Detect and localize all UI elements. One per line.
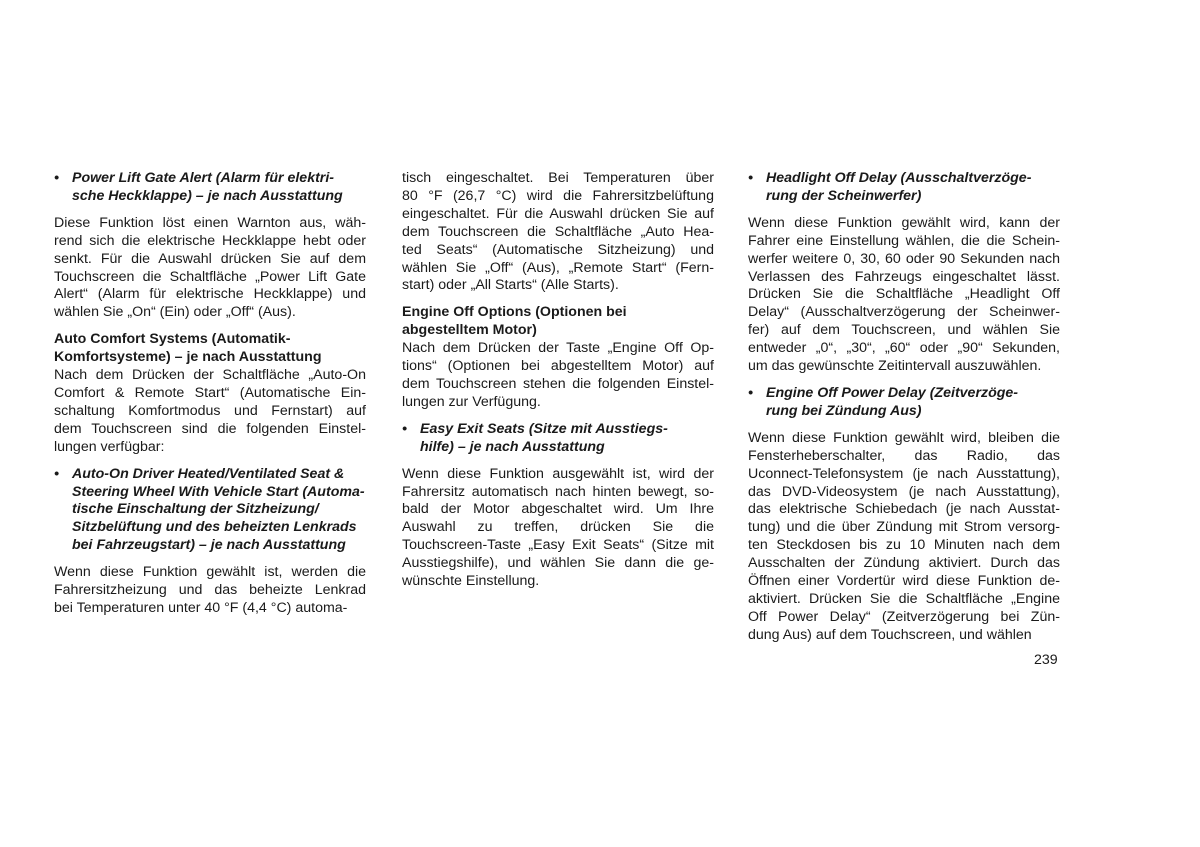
column-right (748, 170, 1060, 654)
text-line: ted Seats“ (Automatische Sitzheizung) und (402, 241, 714, 258)
text-line: Fahrersitz automatisch nach hinten bewegt, so- (402, 483, 714, 500)
text-line: Off Power Delay“ (Zeitverzögerung bei Zün- (748, 608, 1060, 625)
paragraph-headlight-off-delay (748, 215, 1060, 376)
heading-line: • Auto-On Driver Heated/Ventilated Seat & (54, 465, 345, 482)
text-line: Verlassen des Fahrzeugs eingeschaltet lässt. (748, 268, 1060, 285)
bullet-icon: • (54, 465, 59, 482)
bullet-icon: • (54, 170, 59, 186)
text-line: bei Temperaturen unter 40 °F (4,4 °C) automa- (54, 599, 348, 616)
text-line: tions“ (Optionen bei abgestelltem Motor) auf (402, 358, 714, 375)
section-heading-auto-on-driver-heated-seat (54, 466, 366, 556)
text-line: Touchscreen die Schaltfläche „Power Lift Gate (54, 268, 366, 285)
column-left (54, 170, 366, 627)
text-line: tung) und die über Zündung mit Strom versorg- (748, 519, 1060, 536)
text-line: Alert“ (Alarm für elektrische Heckklappe) und (54, 286, 366, 303)
text-line: rend sich die elektrische Heckklappe hebt oder (54, 232, 366, 249)
section-heading-power-lift-gate-alert (54, 170, 366, 206)
text-line: Ausstiegshilfe), und wählen Sie dann die ge- (402, 555, 714, 572)
text-line: Fahrersitzheizung und das beheizte Lenkrad (54, 582, 366, 599)
section-heading-headlight-off-delay (748, 170, 1060, 206)
text-line: dem Touchscreen sind die folgenden Einstel- (54, 420, 366, 437)
text-line: entweder „0“, „30“, „60“ oder „90“ Sekunden, (748, 340, 1060, 357)
text-line: Diese Funktion löst einen Warnton aus, wäh- (54, 214, 366, 231)
heading-line: Sitzbelüftung und des beheizten Lenkrads (72, 519, 357, 536)
text-line: 80 °F (26,7 °C) wird die Fahrersitzbelüftung (402, 187, 714, 204)
text-line: wünschte Einstellung. (402, 573, 540, 590)
text-line: aktiviert. Drücken Sie die Schaltfläche „Engine (748, 590, 1060, 607)
text-line: Nach dem Drücken der Taste „Engine Off Op- (402, 340, 714, 357)
text-line: Ausschalten der Zündung aktiviert. Durch das (748, 555, 1061, 572)
heading-line: Steering Wheel With Vehicle Start (Automa- (72, 483, 365, 500)
bullet-icon: • (748, 170, 753, 186)
heading-line: • Engine Off Power Delay (Zeitverzöge- (748, 384, 1019, 401)
text-line: wählen Sie „On“ (Ein) oder „Off“ (Aus). (54, 304, 296, 321)
heading-line: sche Heckklappe) – je nach Ausstattung (72, 187, 343, 204)
text-line: um das gewünschte Zeitintervall auszuwählen. (748, 358, 1042, 375)
text-line: Wenn diese Funktion gewählt wird, bleiben die (748, 429, 1061, 446)
heading-line: hilfe) – je nach Ausstattung (420, 438, 605, 455)
bullet-icon: • (748, 384, 753, 401)
heading-line: • Headlight Off Delay (Ausschaltverzöge- (748, 170, 1032, 186)
text-line: dem Touchscreen stehen die folgenden Einstel- (402, 375, 715, 392)
heading-line: tische Einschaltung der Sitzheizung/ (72, 501, 319, 518)
heading-line: Auto Comfort Systems (Automatik- (54, 331, 291, 348)
text-line: Wenn diese Funktion ausgewählt ist, wird der (402, 465, 714, 482)
text-line: Drücken Sie die Schaltfläche „Headlight Off (748, 286, 1060, 303)
heading-line: rung bei Zündung Aus) (766, 402, 922, 419)
text-line: bald der Motor abgeschaltet wird. Um Ihre (402, 501, 714, 518)
text-line: schaltung Komfortmodus und Fernstart) auf (54, 402, 366, 419)
text-line: Touchscreen-Taste „Easy Exit Seats“ (Sitze mit (402, 537, 714, 554)
heading-line: Engine Off Options (Optionen bei (402, 304, 627, 321)
text-line: senkt. Für die Auswahl drücken Sie auf dem (54, 250, 367, 267)
text-line: tisch eingeschaltet. Bei Temperaturen über (402, 170, 714, 186)
heading-line: rung der Scheinwerfer) (766, 187, 922, 204)
text-line: lungen verfügbar: (54, 438, 165, 455)
page-number: 239 (1034, 652, 1058, 668)
text-line: dung Aus) auf dem Touchscreen, und wählen (748, 626, 1032, 643)
section-heading-engine-off-power-delay (748, 385, 1060, 421)
paragraph-auto-heated-seats-continued (402, 170, 714, 295)
text-line: Uconnect-Telefonsystem (je nach Ausstattung), (748, 465, 1060, 482)
text-line: wählen Sie „Off“ (Aus), „Remote Start“ (Fern- (402, 259, 714, 276)
heading-line: bei Fahrzeugstart) – je nach Ausstattung (72, 537, 346, 554)
heading-line: abgestelltem Motor) (402, 322, 537, 339)
text-line: Wenn diese Funktion gewählt wird, kann der (748, 214, 1060, 231)
text-line: das elektrische Schiebedach (je nach Ausstat- (748, 501, 1060, 518)
text-line: werfer weitere 0, 30, 60 oder 90 Sekunden nach (748, 250, 1060, 267)
text-line: eingeschaltet. Für die Auswahl drücken Sie auf (402, 205, 714, 222)
text-line: das DVD-Videosystem (je nach Ausstattung), (748, 483, 1060, 500)
paragraph-auto-comfort-systems (54, 367, 366, 457)
text-line: Öffnen einer Vordertür wird diese Funktion de- (748, 573, 1060, 590)
text-line: Wenn diese Funktion gewählt ist, werden die (54, 564, 367, 581)
text-line: Fensterheberschalter, das Radio, das (748, 447, 1061, 464)
paragraph-engine-off-options (402, 340, 714, 412)
text-line: start) oder „All Starts“ (Alle Starts). (402, 277, 619, 294)
section-heading-easy-exit-seats (402, 421, 714, 457)
paragraph-auto-on-driver-heated-seat (54, 564, 366, 618)
text-line: Nach dem Drücken der Schaltfläche „Auto-On (54, 367, 366, 384)
text-line: Fahrer eine Einstellung wählen, die die Schein- (748, 232, 1061, 249)
section-heading-auto-comfort-systems (54, 331, 366, 367)
heading-line: • Power Lift Gate Alert (Alarm für elektri- (54, 170, 334, 186)
heading-line: • Easy Exit Seats (Sitze mit Ausstiegs- (402, 420, 668, 437)
section-heading-engine-off-options (402, 304, 714, 340)
text-line: fer) auf dem Touchscreen, und wählen Sie (748, 322, 1061, 339)
text-line: dem Touchscreen die Schaltfläche „Auto Hea- (402, 223, 714, 240)
bullet-icon: • (402, 420, 407, 437)
text-line: lungen zur Verfügung. (402, 393, 541, 410)
text-line: Auswahl zu treffen, drücken Sie die (402, 519, 714, 536)
text-line: Comfort & Remote Start“ (Automatische Ein- (54, 384, 366, 401)
text-line: ten Steckdosen bis zu 10 Minuten nach dem (748, 537, 1061, 554)
text-line: Delay“ (Ausschaltverzögerung der Scheinwer- (748, 304, 1060, 321)
paragraph-power-lift-gate-alert (54, 215, 366, 322)
paragraph-easy-exit-seats (402, 466, 714, 591)
heading-line: Komfortsysteme) – je nach Ausstattung (54, 349, 322, 366)
column-middle (402, 170, 714, 600)
paragraph-engine-off-power-delay (748, 430, 1060, 645)
